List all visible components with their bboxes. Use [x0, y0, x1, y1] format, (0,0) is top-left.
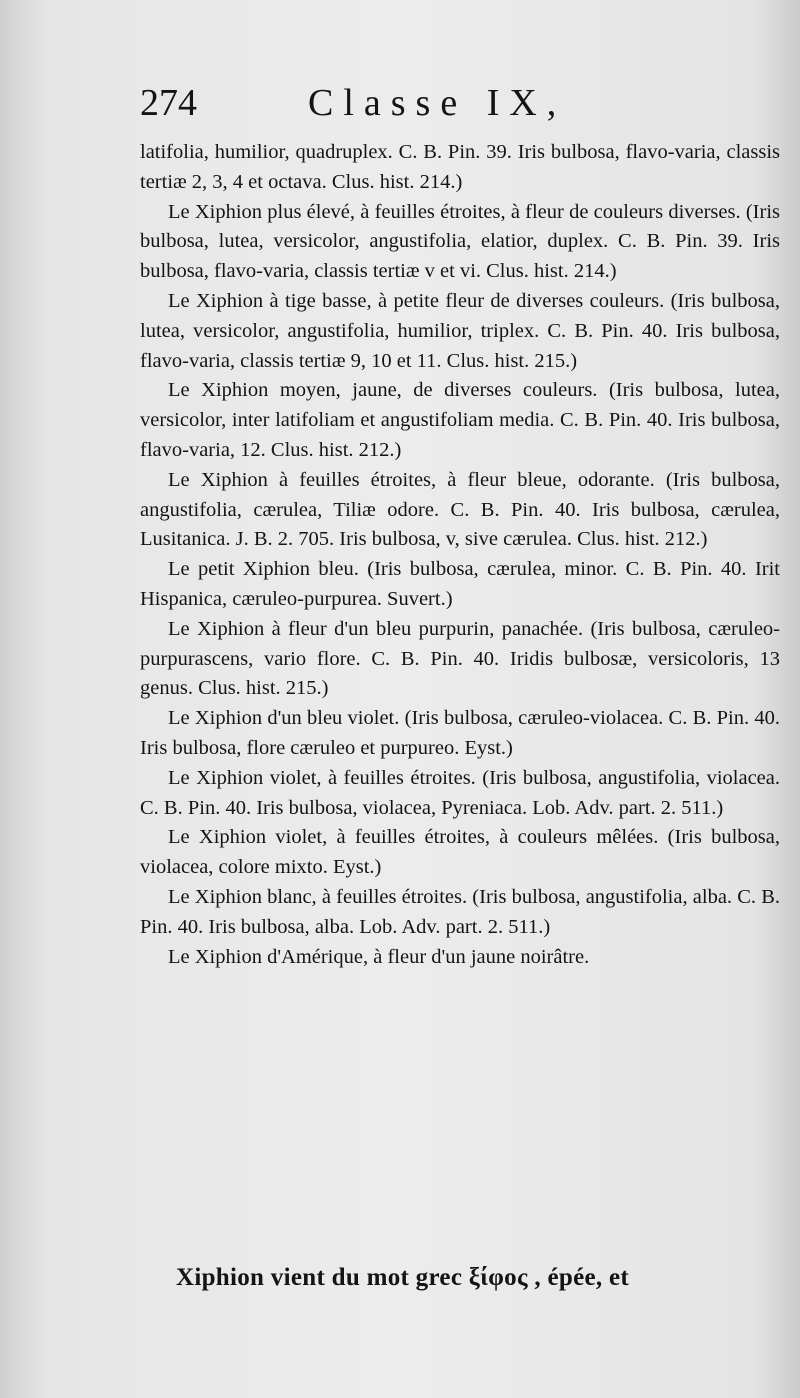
- paragraph-continuation: latifolia, humilior, quadruplex. C. B. Pin. 39. Iris bulbosa, flavo-varia, classis tertiæ 2, 3, 4 et octava. Clus. hist. 214.): [140, 141, 780, 193]
- paragraph-xiphion-moyen-jaune: Le Xiphion moyen, jaune, de diverses couleurs. (Iris bulbosa, lutea, versicolor, inter latifoliam et angustifoliam media. C. B. Pin. 40. Iris bulbosa, flavo-varia, 12. Clus. hist. 212.): [140, 379, 780, 461]
- closing-line: Xiphion vient du mot grec ξίφος , épée, et: [176, 1264, 629, 1291]
- paragraph-xiphion-blanc: Le Xiphion blanc, à feuilles étroites. (Iris bulbosa, angustifolia, alba. C. B. Pin. 40. Iris bulbosa, alba. Lob. Adv. part. 2. 511.): [140, 885, 780, 938]
- page-header: [140, 78, 780, 128]
- paragraph-petit-xiphion-bleu: Le petit Xiphion bleu. (Iris bulbosa, cærulea, minor. C. B. Pin. 40. Irit Hispanica, cæruleo-purpurea. Suvert.): [140, 558, 780, 610]
- paragraph-xiphion-amerique: Le Xiphion d'Amérique, à fleur d'un jaune noirâtre.: [168, 945, 590, 968]
- page-number: 274: [140, 82, 197, 124]
- paragraph-xiphion-bleu-violet: Le Xiphion d'un bleu violet. (Iris bulbosa, cæruleo-violacea. C. B. Pin. 40. Iris bulbosa, flore cæruleo et purpureo. Eyst.): [140, 707, 780, 759]
- paragraph-xiphion-fleur-bleue: Le Xiphion à feuilles étroites, à fleur bleue, odorante. (Iris bulbosa, angustifolia, cærulea, Tiliæ odore. C. B. Pin. 40. Iris bulbosa, cærulea, Lusitanica. J. B. 2. 705. Iris bulbosa, v, sive cærulea. Clus. hist. 212.): [140, 468, 780, 551]
- paragraph-xiphion-bleu-purpurin: Le Xiphion à fleur d'un bleu purpurin, panachée. (Iris bulbosa, cæruleo-purpurascens, vario flore. C. B. Pin. 40. Iridis bulbosæ, versicoloris, 13 genus. Clus. hist. 215.): [140, 617, 780, 700]
- paragraph-xiphion-violet-melees: Le Xiphion violet, à feuilles étroites, à couleurs mêlées. (Iris bulbosa, violacea, colore mixto. Eyst.): [140, 826, 780, 879]
- paragraph-xiphion-violet: Le Xiphion violet, à feuilles étroites. (Iris bulbosa, angustifolia, violacea. C. B. Pin. 40. Iris bulbosa, violacea, Pyreniaca. Lob. Adv. part. 2. 511.): [140, 766, 780, 819]
- paragraph-xiphion-plus-eleve: Le Xiphion plus élevé, à feuilles étroites, à fleur de couleurs diverses. (Iris bulbosa, lutea, versicolor, angustifolia, elatior, duplex. C. B. Pin. 39. Iris bulbosa, flavo-varia, classis tertiæ v et vi. Clus. hist. 214.): [140, 200, 780, 283]
- paragraph-xiphion-tige-basse: Le Xiphion à tige basse, à petite fleur de diverses couleurs. (Iris bulbosa, lutea, versicolor, angustifolia, humilior, triplex. C. B. Pin. 40. Iris bulbosa, flavo-varia, classis tertiæ 9, 10 et 11. Clus. hist. 215.): [140, 289, 780, 372]
- body-text: [140, 138, 780, 972]
- running-title: Classe IX,: [308, 82, 567, 124]
